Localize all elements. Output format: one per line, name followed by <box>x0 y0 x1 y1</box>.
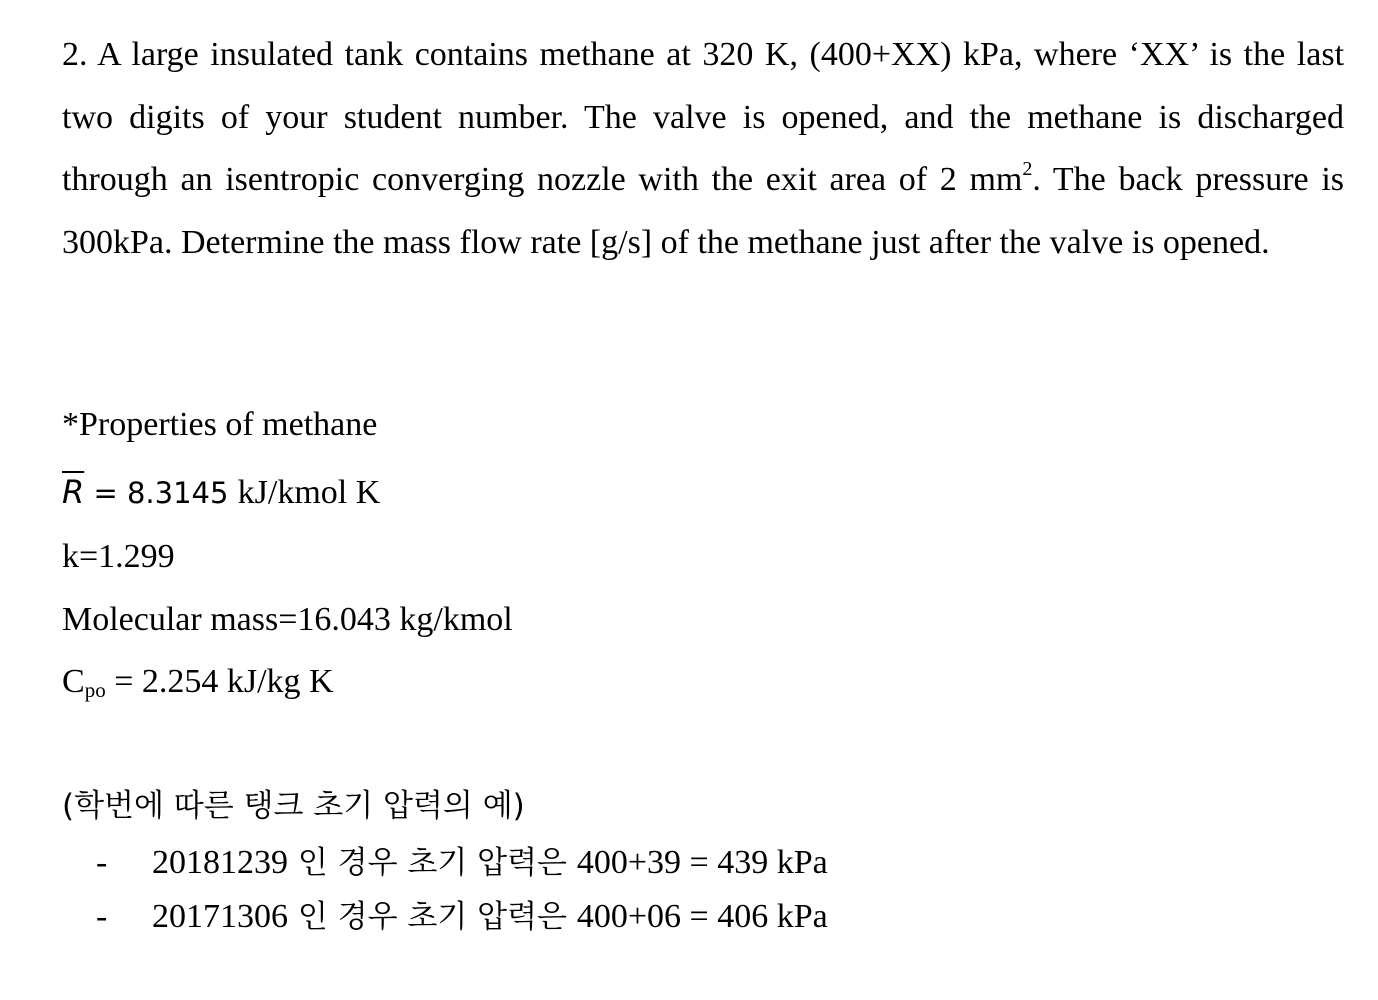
cp-subscript: po <box>84 678 106 702</box>
specific-heat-ratio-line: k=1.299 <box>62 538 175 575</box>
gas-constant-symbol: $\overline{R}$ <box>62 473 85 511</box>
cp-value: = 2.254 kJ/kg K <box>105 663 334 700</box>
problem-line-3a: discharged through an isentropic converging nozzle with the exit area of 2 mm <box>62 98 1344 198</box>
examples-heading: (학번에 따른 탱크 초기 압력의 예) <box>62 788 525 824</box>
example-korean-text: 인 경우 초기 압력은 <box>288 899 577 935</box>
problem-line-2: last two digits of your student number. The valve is opened, and the methane is <box>62 36 1345 136</box>
problem-line-5: the valve is opened. <box>999 223 1270 261</box>
student-number: 20181239 <box>152 844 288 881</box>
problem-line-3b: . The <box>1032 161 1106 198</box>
properties-heading: *Properties of methane <box>62 406 378 443</box>
problem-line-1: 2. A large insulated tank contains methane at 320 K, (400+XX) kPa, where ‘XX’ is the <box>62 36 1286 73</box>
cp-line <box>62 662 334 710</box>
example-item <box>96 897 828 937</box>
bullet-dash: - <box>96 898 108 935</box>
gas-constant-unit: kJ/kmol K <box>237 474 381 511</box>
bullet-dash: - <box>96 844 108 881</box>
problem-statement <box>62 24 1344 274</box>
gas-constant-line <box>62 472 380 513</box>
example-calculation: 400+39 = 439 kPa <box>576 844 828 881</box>
area-exponent: 2 <box>1022 158 1033 180</box>
example-korean-text: 인 경우 초기 압력은 <box>288 845 577 881</box>
student-number: 20171306 <box>152 898 288 935</box>
example-calculation: 400+06 = 406 kPa <box>576 898 828 935</box>
problem-line-4: back pressure is 300kPa. Determine the mass flow rate [g/s] of the methane just after <box>62 161 1345 261</box>
gas-constant-value: = 8.3145 <box>84 476 238 510</box>
cp-symbol: C <box>62 663 85 700</box>
molecular-mass-line: Molecular mass=16.043 kg/kmol <box>62 601 513 638</box>
example-item <box>96 843 828 883</box>
